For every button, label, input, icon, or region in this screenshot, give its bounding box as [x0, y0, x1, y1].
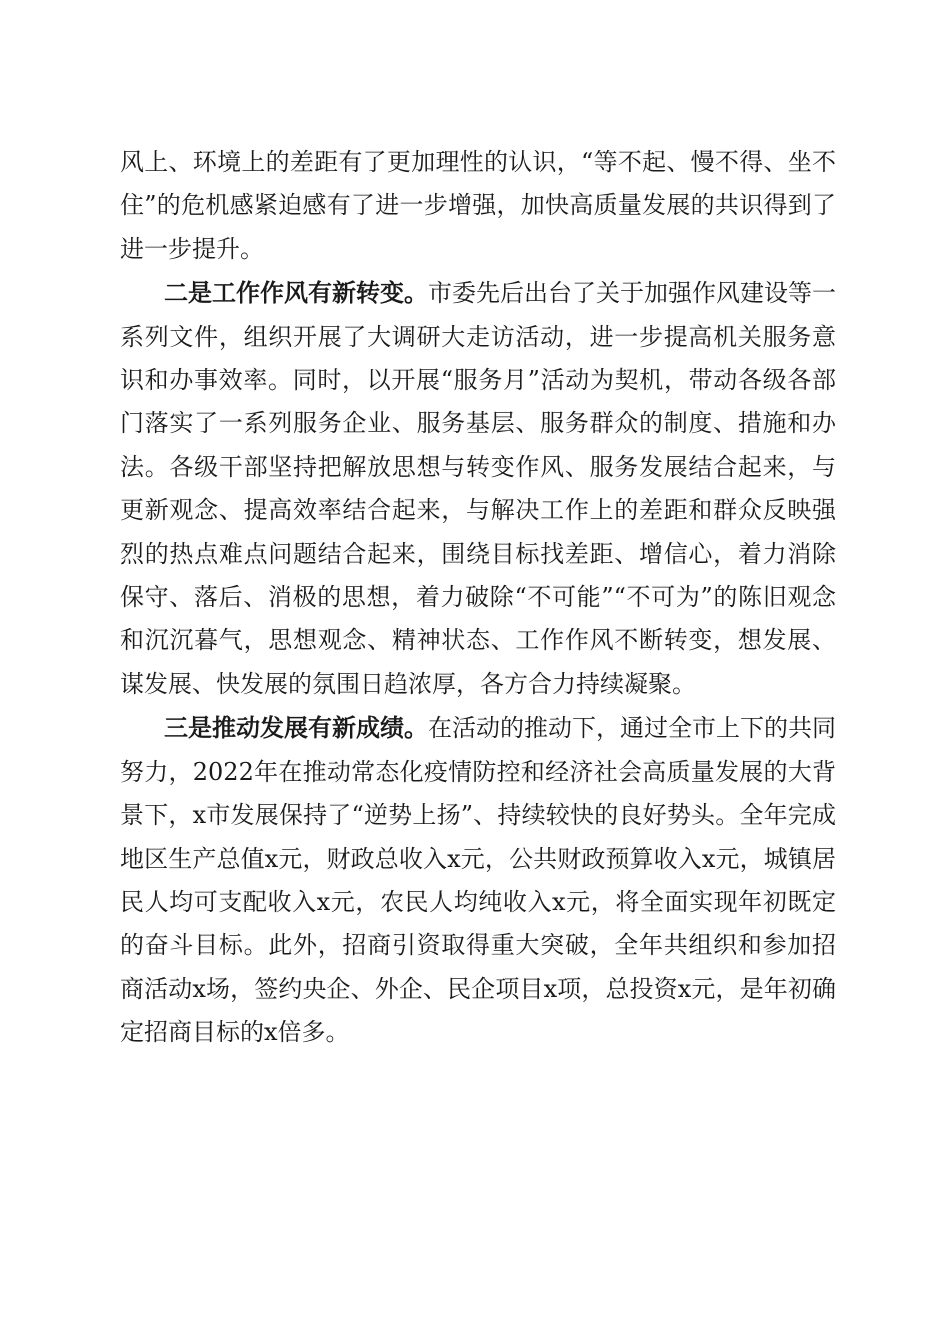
document-body — [120, 141, 836, 1055]
paragraph-text: 市委先后出台了关于加强作风建设等一系列文件，组织开展了大调研大走访活动，进一步提高机关服务意识和办事效率。同时，以开展“服务月”活动为契机，带动各级各部门落实了一系列服务企业、服务基层、服务群众的制度、措施和办法。各级干部坚持把解放思想与转变作风、服务发展结合起来，与更新观念、提高效率结合起来，与解决工作上的差距和群众反映强烈的热点难点问题结合起来，围绕目标找差距、增信心，着力消除保守、落后、消极的思想，着力破除“不可能”“不可为”的陈旧观念和沉沉暮气，思想观念、精神状态、工作作风不断转变，想发展、谋发展、快发展的氛围日趋浓厚，各方合力持续凝聚。 — [120, 279, 836, 698]
paragraph-work-style — [120, 271, 836, 706]
paragraph-text: 风上、环境上的差距有了更加理性的认识，“等不起、慢不得、坐不住”的危机感紧迫感有了进一步增强，加快高质量发展的共识得到了进一步提升。 — [120, 148, 836, 263]
paragraph-heading: 三是推动发展有新成绩。 — [164, 713, 428, 743]
paragraph-development-results — [120, 706, 836, 1054]
paragraph-continuation — [120, 141, 836, 271]
paragraph-text: 在活动的推动下，通过全市上下的共同努力，2022年在推动常态化疫情防控和经济社会高质量发展的大背景下，x市发展保持了“逆势上扬”、持续较快的良好势头。全年完成地区生产总值x元，财政总收入x元，公共财政预算收入x元，城镇居民人均可支配收入x元，农民人均纯收入x元，将全面实现年初既定的奋斗目标。此外，招商引资取得重大突破，全年共组织和参加招商活动x场，签约央企、外企、民企项目x项，总投资x元，是年初确定招商目标的x倍多。 — [120, 714, 836, 1047]
paragraph-heading: 二是工作作风有新转变。 — [164, 278, 428, 308]
